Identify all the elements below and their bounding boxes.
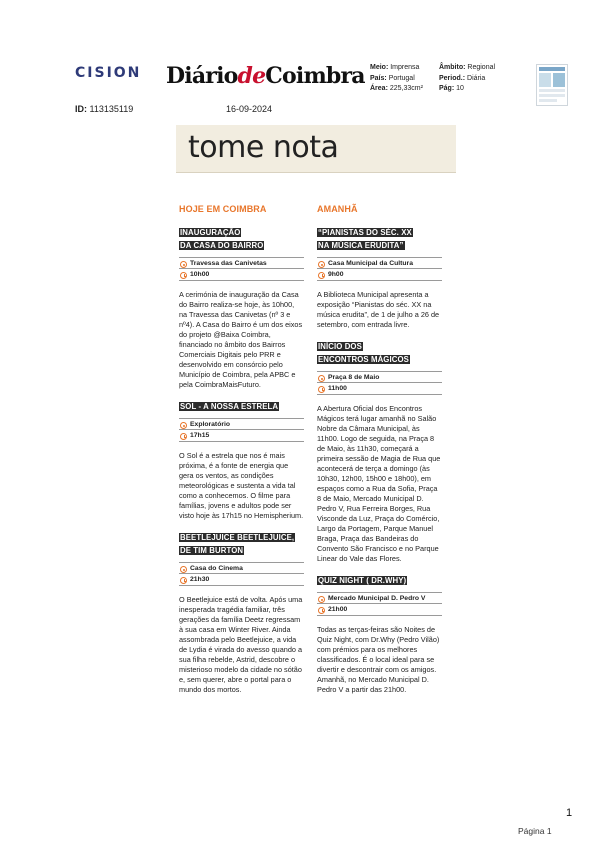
clipping-id: ID: 113135119 bbox=[75, 104, 134, 114]
section-heading-tomorrow: AMANHÃ bbox=[317, 204, 358, 214]
event-title: INÍCIO DOS ENCONTROS MÁGICOS bbox=[318, 342, 409, 364]
event-card bbox=[179, 530, 304, 695]
event-description: O Sol é a estrela que nos é mais próxima, é a fonte de energia que gera os ventos, as condições meteorológicas e sustenta a vida tal como a conhecemos. O filme para famílias, jovens e adultos pode ser visto hoje às 17h15 no Hemispherium. bbox=[179, 451, 304, 520]
event-info bbox=[179, 257, 304, 281]
event-place: Exploratório bbox=[179, 418, 304, 430]
location-pin-icon bbox=[318, 596, 325, 603]
clock-icon bbox=[318, 607, 325, 614]
event-place: Mercado Municipal D. Pedro V bbox=[317, 592, 442, 604]
event-info bbox=[317, 257, 442, 281]
article-title: tome nota bbox=[188, 130, 339, 165]
event-place: Travessa das Canivetas bbox=[179, 257, 304, 269]
event-title: BEETLEJUICE BEETLEJUICE, DE TIM BURTON bbox=[180, 533, 295, 555]
event-description: A Biblioteca Municipal apresenta a exposição “Pianistas do séc. XX na música erudita”, de 1 de julho a 26 de setembro, com entrada livre. bbox=[317, 290, 440, 329]
meta-country: País: Portugal bbox=[370, 74, 415, 82]
event-title: QUIZ NIGHT ( DR.WHY) bbox=[318, 576, 407, 585]
page-thumbnail bbox=[536, 64, 568, 106]
event-time: 17h15 bbox=[179, 430, 304, 442]
event-info bbox=[317, 592, 442, 616]
event-card bbox=[317, 225, 442, 330]
location-pin-icon bbox=[180, 422, 187, 429]
event-card bbox=[317, 339, 442, 564]
meta-right bbox=[439, 63, 495, 95]
meta-area: Área: 225,33cm² bbox=[370, 85, 423, 92]
location-pin-icon bbox=[180, 261, 187, 268]
event-info bbox=[179, 562, 304, 586]
event-place: Casa do Cinema bbox=[179, 562, 304, 574]
location-pin-icon bbox=[318, 261, 325, 268]
event-title: “PIANISTAS DO SÉC. XX NA MÚSICA ERUDITA” bbox=[318, 228, 412, 250]
clock-icon bbox=[318, 386, 325, 393]
column-tomorrow bbox=[317, 204, 442, 704]
event-time: 9h00 bbox=[317, 269, 442, 281]
event-time: 10h00 bbox=[179, 269, 304, 281]
event-title: SOL - A NOSSA ESTRELA bbox=[180, 402, 279, 411]
column-today bbox=[179, 204, 304, 704]
event-info bbox=[179, 418, 304, 442]
event-description: O Beetlejuice está de volta. Após uma inesperada tragédia familiar, três gerações da família Deetz regressam à sua casa em Winter River. Ainda assombrada pelo Beetlejuice, a vida de Lydia é virada do avesso quando a sua filha rebelde, Astrid, descobre o misterioso modelo da cidade no sótão e, sem querer, abre o portal para o mundo dos mortos. bbox=[179, 595, 303, 694]
page-label: Página 1 bbox=[518, 826, 552, 836]
meta-page: Pág: 10 bbox=[439, 85, 464, 92]
clipping-date: 16-09-2024 bbox=[226, 104, 273, 114]
section-heading-today: HOJE EM COIMBRA bbox=[179, 204, 267, 214]
event-time: 21h00 bbox=[317, 604, 442, 616]
event-info bbox=[317, 371, 442, 395]
clock-icon bbox=[180, 577, 187, 584]
event-description: A Abertura Oficial dos Encontros Mágicos terá lugar amanhã no Salão Nobre da Câmara Municipal, às 11h00. Logo de seguida, na Praça 8 de Maio, às 11h30, começará a primeira sessão de Magia de Rua que acontecerá de terça a domingo (às 10h30, 12h00, 15h00 e 18h00), em espaços como a Rua da Sofia, Praça 8 de Maio, Mercado Municipal D. Pedro V, Rua Ferreira Borges, Rua Visconde da Luz, Praça do Comércio, Largo da Portagem, Parque Manuel Braga, Praça das Bandeiras do Convento São Francisco e no Parque Linear do Vale das Flores. bbox=[317, 404, 441, 563]
event-card bbox=[317, 573, 442, 695]
event-description: A cerimónia de inauguração da Casa do Bairro realiza-se hoje, às 10h00, na Travessa das Canivetas (nº 3 e nº4). A Casa do Bairro é um dos eixos do projeto @Baixa Coimbra, financiado no âmbito dos Bairros Comerciais Digitais pelo PRR e desenvolvido em consórcio pelo Município de Coimbra, pela APBC e pela CoimbraMaisFuturo. bbox=[179, 290, 303, 389]
meta-medium: Meio: Imprensa bbox=[370, 64, 420, 71]
event-card bbox=[179, 399, 304, 521]
masthead-part2: de bbox=[237, 63, 266, 89]
event-card bbox=[179, 225, 304, 390]
event-time: 21h30 bbox=[179, 574, 304, 586]
cision-brand-text: CISION bbox=[75, 65, 142, 81]
meta-left bbox=[370, 63, 423, 95]
event-place: Praça 8 de Maio bbox=[317, 371, 442, 383]
page-number: 1 bbox=[566, 807, 573, 819]
location-pin-icon bbox=[180, 566, 187, 573]
masthead-part3: Coimbra bbox=[265, 63, 365, 89]
masthead-part1: Diário bbox=[166, 63, 238, 89]
clock-icon bbox=[180, 433, 187, 440]
event-description: Todas as terças-feiras são Noites de Quiz Night, com Dr.Why (Pedro Vilão) com prémios para os melhores classificados. É o local ideal para se divertir e descontrair com os amigos. Amanhã, no Mercado Municipal D. Pedro V a partir das 21h00. bbox=[317, 625, 440, 694]
meta-period: Period.: Diária bbox=[439, 74, 486, 82]
clock-icon bbox=[180, 272, 187, 279]
newspaper-masthead bbox=[166, 63, 365, 89]
event-time: 11h00 bbox=[317, 383, 442, 395]
clock-icon bbox=[318, 272, 325, 279]
cision-logo bbox=[75, 65, 141, 81]
banner-divider bbox=[176, 172, 456, 173]
event-title: INAUGURAÇÃO DA CASA DO BAIRRO bbox=[180, 228, 264, 250]
meta-scope: Âmbito: Regional bbox=[439, 64, 496, 71]
event-place: Casa Municipal da Cultura bbox=[317, 257, 442, 269]
location-pin-icon bbox=[318, 375, 325, 382]
